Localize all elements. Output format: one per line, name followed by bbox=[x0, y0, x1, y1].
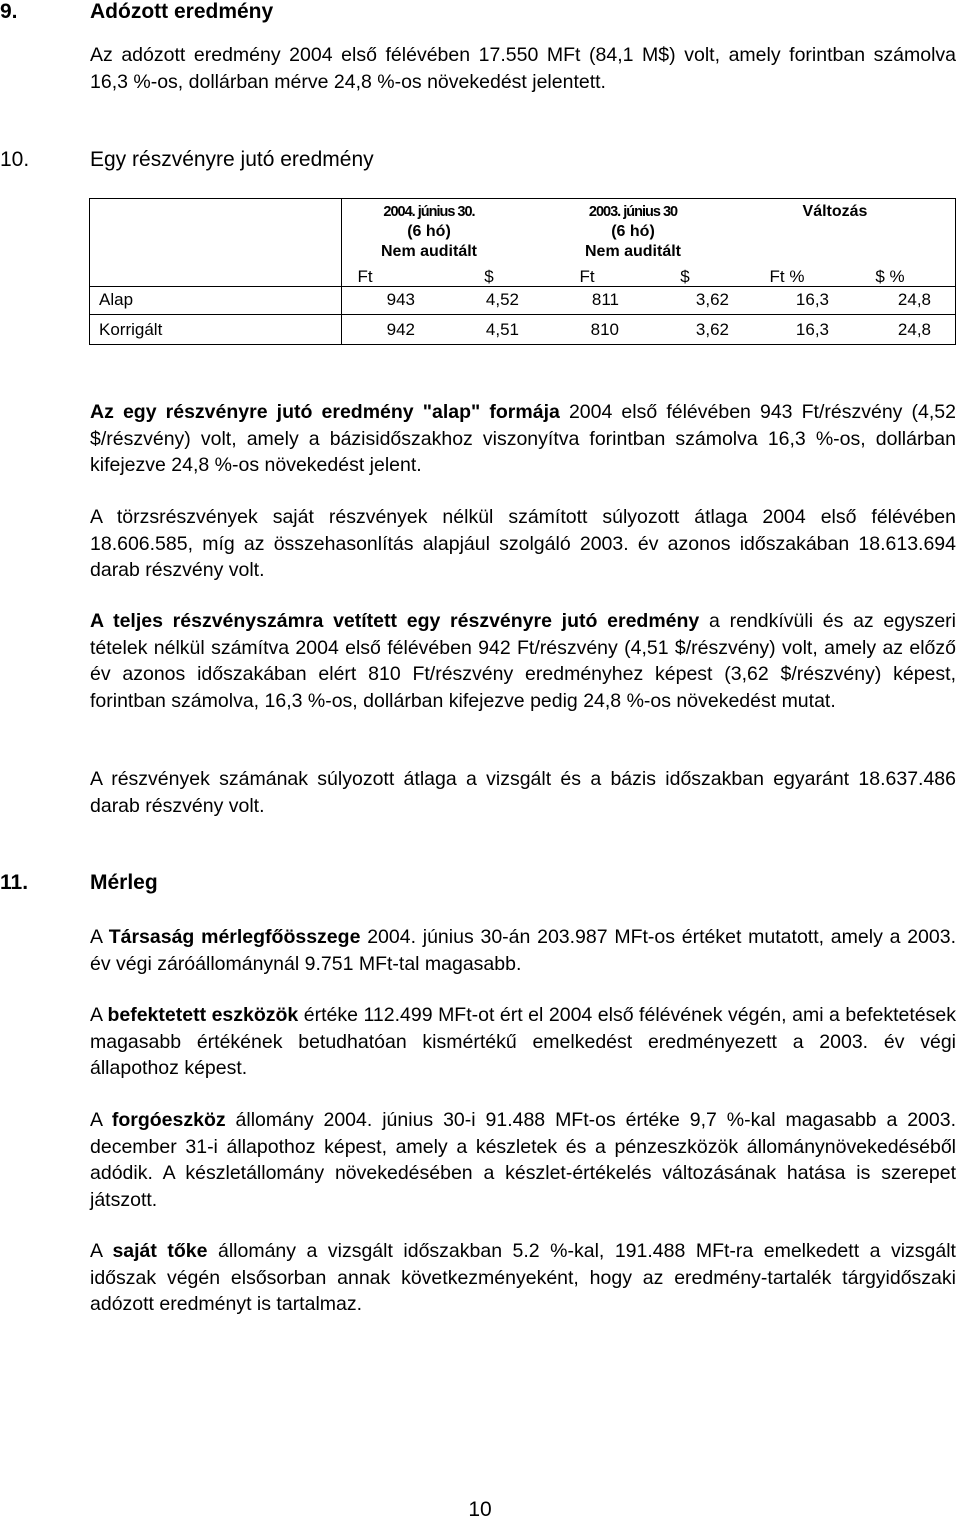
paragraph-current-assets bbox=[90, 1107, 956, 1213]
section-9-text: Az adózott eredmény 2004 első félévében 17.550 MFt (84,1 M$) volt, amely forintban számolva 16,3 %-os, dollárban mérve 24,8 %-os növekedést jelentett. bbox=[90, 44, 956, 93]
header-change: Változás bbox=[802, 203, 868, 220]
table-divider bbox=[89, 314, 956, 315]
section-11-number: 11. bbox=[0, 871, 29, 894]
header-2003-audit: Nem auditált bbox=[584, 243, 681, 260]
header-2003-period: (6 hó) bbox=[611, 223, 655, 240]
table-cell: 4,52 bbox=[485, 290, 519, 309]
paragraph-text: 2004 első félévében 943 Ft/részvény (4,52 $/részvény) volt, amely a bázisidőszakhoz viszonyítva forintban számolva 16,3 %-os, dollárban kifejezve 24,8 %-os növekedést jelent. bbox=[90, 401, 956, 476]
paragraph-fixed-assets bbox=[90, 1002, 956, 1082]
unit-header: Ft % bbox=[769, 267, 805, 286]
paragraph-text: állomány 2004. június 30-i 91.488 MFt-os értéke 9,7 %-kal magasabb a 2003. december 31-i állapothoz képest, amely a készletek és a pénzeszközök állománynövekedéséből adódik. A készletállomány növekedésében a készlet-értékelés változásának hatása is szerepet játszott. bbox=[90, 1109, 956, 1211]
paragraph-text: A bbox=[90, 1004, 108, 1026]
unit-header: $ bbox=[484, 267, 494, 286]
table-cell: 3,62 bbox=[695, 290, 729, 309]
table-cell: 24,8 bbox=[897, 290, 931, 309]
table-cell: 16,3 bbox=[795, 290, 829, 309]
table-cell: 16,3 bbox=[795, 320, 829, 339]
paragraph-eps-diluted bbox=[90, 608, 956, 714]
paragraph-text: a rendkívüli és az egyszeri tételek nélkül számítva 2004 első félévében 942 Ft/részvény (4,51 $/részvény) volt, amely az előző év azonos időszakában elért 810 Ft/részvény eredményhez képest (3,62 $/részvény) képest, forintban számolva, 16,3 %-os, dollárban kifejezve pedig 24,8 %-os növekedést mutat. bbox=[90, 610, 956, 712]
table-cell: 811 bbox=[591, 290, 619, 309]
paragraph-text: A bbox=[90, 926, 109, 948]
unit-header: $ % bbox=[875, 267, 905, 286]
section-9-number: 9. bbox=[0, 0, 18, 23]
paragraph-text: A bbox=[90, 1240, 113, 1262]
unit-header: Ft bbox=[357, 267, 373, 286]
table-cell: 942 bbox=[386, 320, 415, 339]
bold-term: A teljes részvényszámra vetített egy részvényre jutó eredmény bbox=[90, 610, 700, 632]
header-2004-audit: Nem auditált bbox=[380, 243, 477, 260]
section-10-title: Egy részvényre jutó eredmény bbox=[90, 148, 374, 171]
paragraph-text: állomány a vizsgált időszakban 5.2 %-kal, 191.488 MFt-ra emelkedett a vizsgált időszak végén elsősorban annak következményeként, hogy az eredmény-tartalék tárgyidőszaki adózott eredményt is tartalmaz. bbox=[90, 1240, 956, 1315]
unit-header: $ bbox=[680, 267, 690, 286]
paragraph-weighted-average: A törzsrészvények saját részvények nélkül számított súlyozott átlaga 2004 első félévében 18.606.585, míg az összehasonlítás alapjául szolgáló 2003. év azonos időszakában 18.613.694 darab részvény volt. bbox=[90, 506, 956, 581]
table-divider bbox=[89, 286, 956, 287]
section-9-title: Adózott eredmény bbox=[90, 0, 274, 23]
paragraph-balance-total bbox=[90, 924, 956, 977]
paragraph-text: A bbox=[90, 1109, 112, 1131]
paragraph-eps-basic bbox=[90, 399, 956, 479]
header-2004-date: 2004. június 30. bbox=[383, 204, 475, 220]
bold-term: Társaság mérlegfőösszege bbox=[108, 926, 361, 948]
bold-term: Az egy részvényre jutó eredmény "alap" formája bbox=[90, 401, 560, 423]
page-number: 10 bbox=[468, 1498, 492, 1521]
paragraph-share-count: A részvények számának súlyozott átlaga a vizsgált és a bázis időszakban egyaránt 18.637.486 darab részvény volt. bbox=[90, 768, 956, 817]
table-cell: 24,8 bbox=[897, 320, 931, 339]
table-cell: 943 bbox=[386, 290, 415, 309]
bold-term: befektetett eszközök bbox=[107, 1004, 299, 1026]
table-cell: 810 bbox=[590, 320, 619, 339]
section-11-title: Mérleg bbox=[90, 871, 158, 894]
row-label: Korrigált bbox=[99, 320, 163, 339]
row-label: Alap bbox=[99, 290, 134, 309]
paragraph-text: 2004. június 30-án 203.987 MFt-os értéket mutatott, amely a 2003. év végi záróállománynál 9.751 MFt-tal magasabb. bbox=[90, 926, 956, 975]
table-cell: 4,51 bbox=[485, 320, 519, 339]
header-2003-date: 2003. június 30 bbox=[588, 204, 678, 220]
bold-term: saját tőke bbox=[112, 1240, 208, 1262]
unit-header: Ft bbox=[579, 267, 595, 286]
table-cell: 3,62 bbox=[695, 320, 729, 339]
bold-term: forgóeszköz bbox=[111, 1109, 226, 1131]
header-2004-period: (6 hó) bbox=[407, 223, 451, 240]
paragraph-equity bbox=[90, 1238, 956, 1318]
paragraph-text: értéke 112.499 MFt-ot ért el 2004 első félévének végén, ami a befektetések magasabb értékének betudhatóan kismértékű emelkedést eredményezett a 2003. év végi állapothoz képest. bbox=[90, 1004, 956, 1079]
section-10-number: 10. bbox=[0, 148, 30, 171]
